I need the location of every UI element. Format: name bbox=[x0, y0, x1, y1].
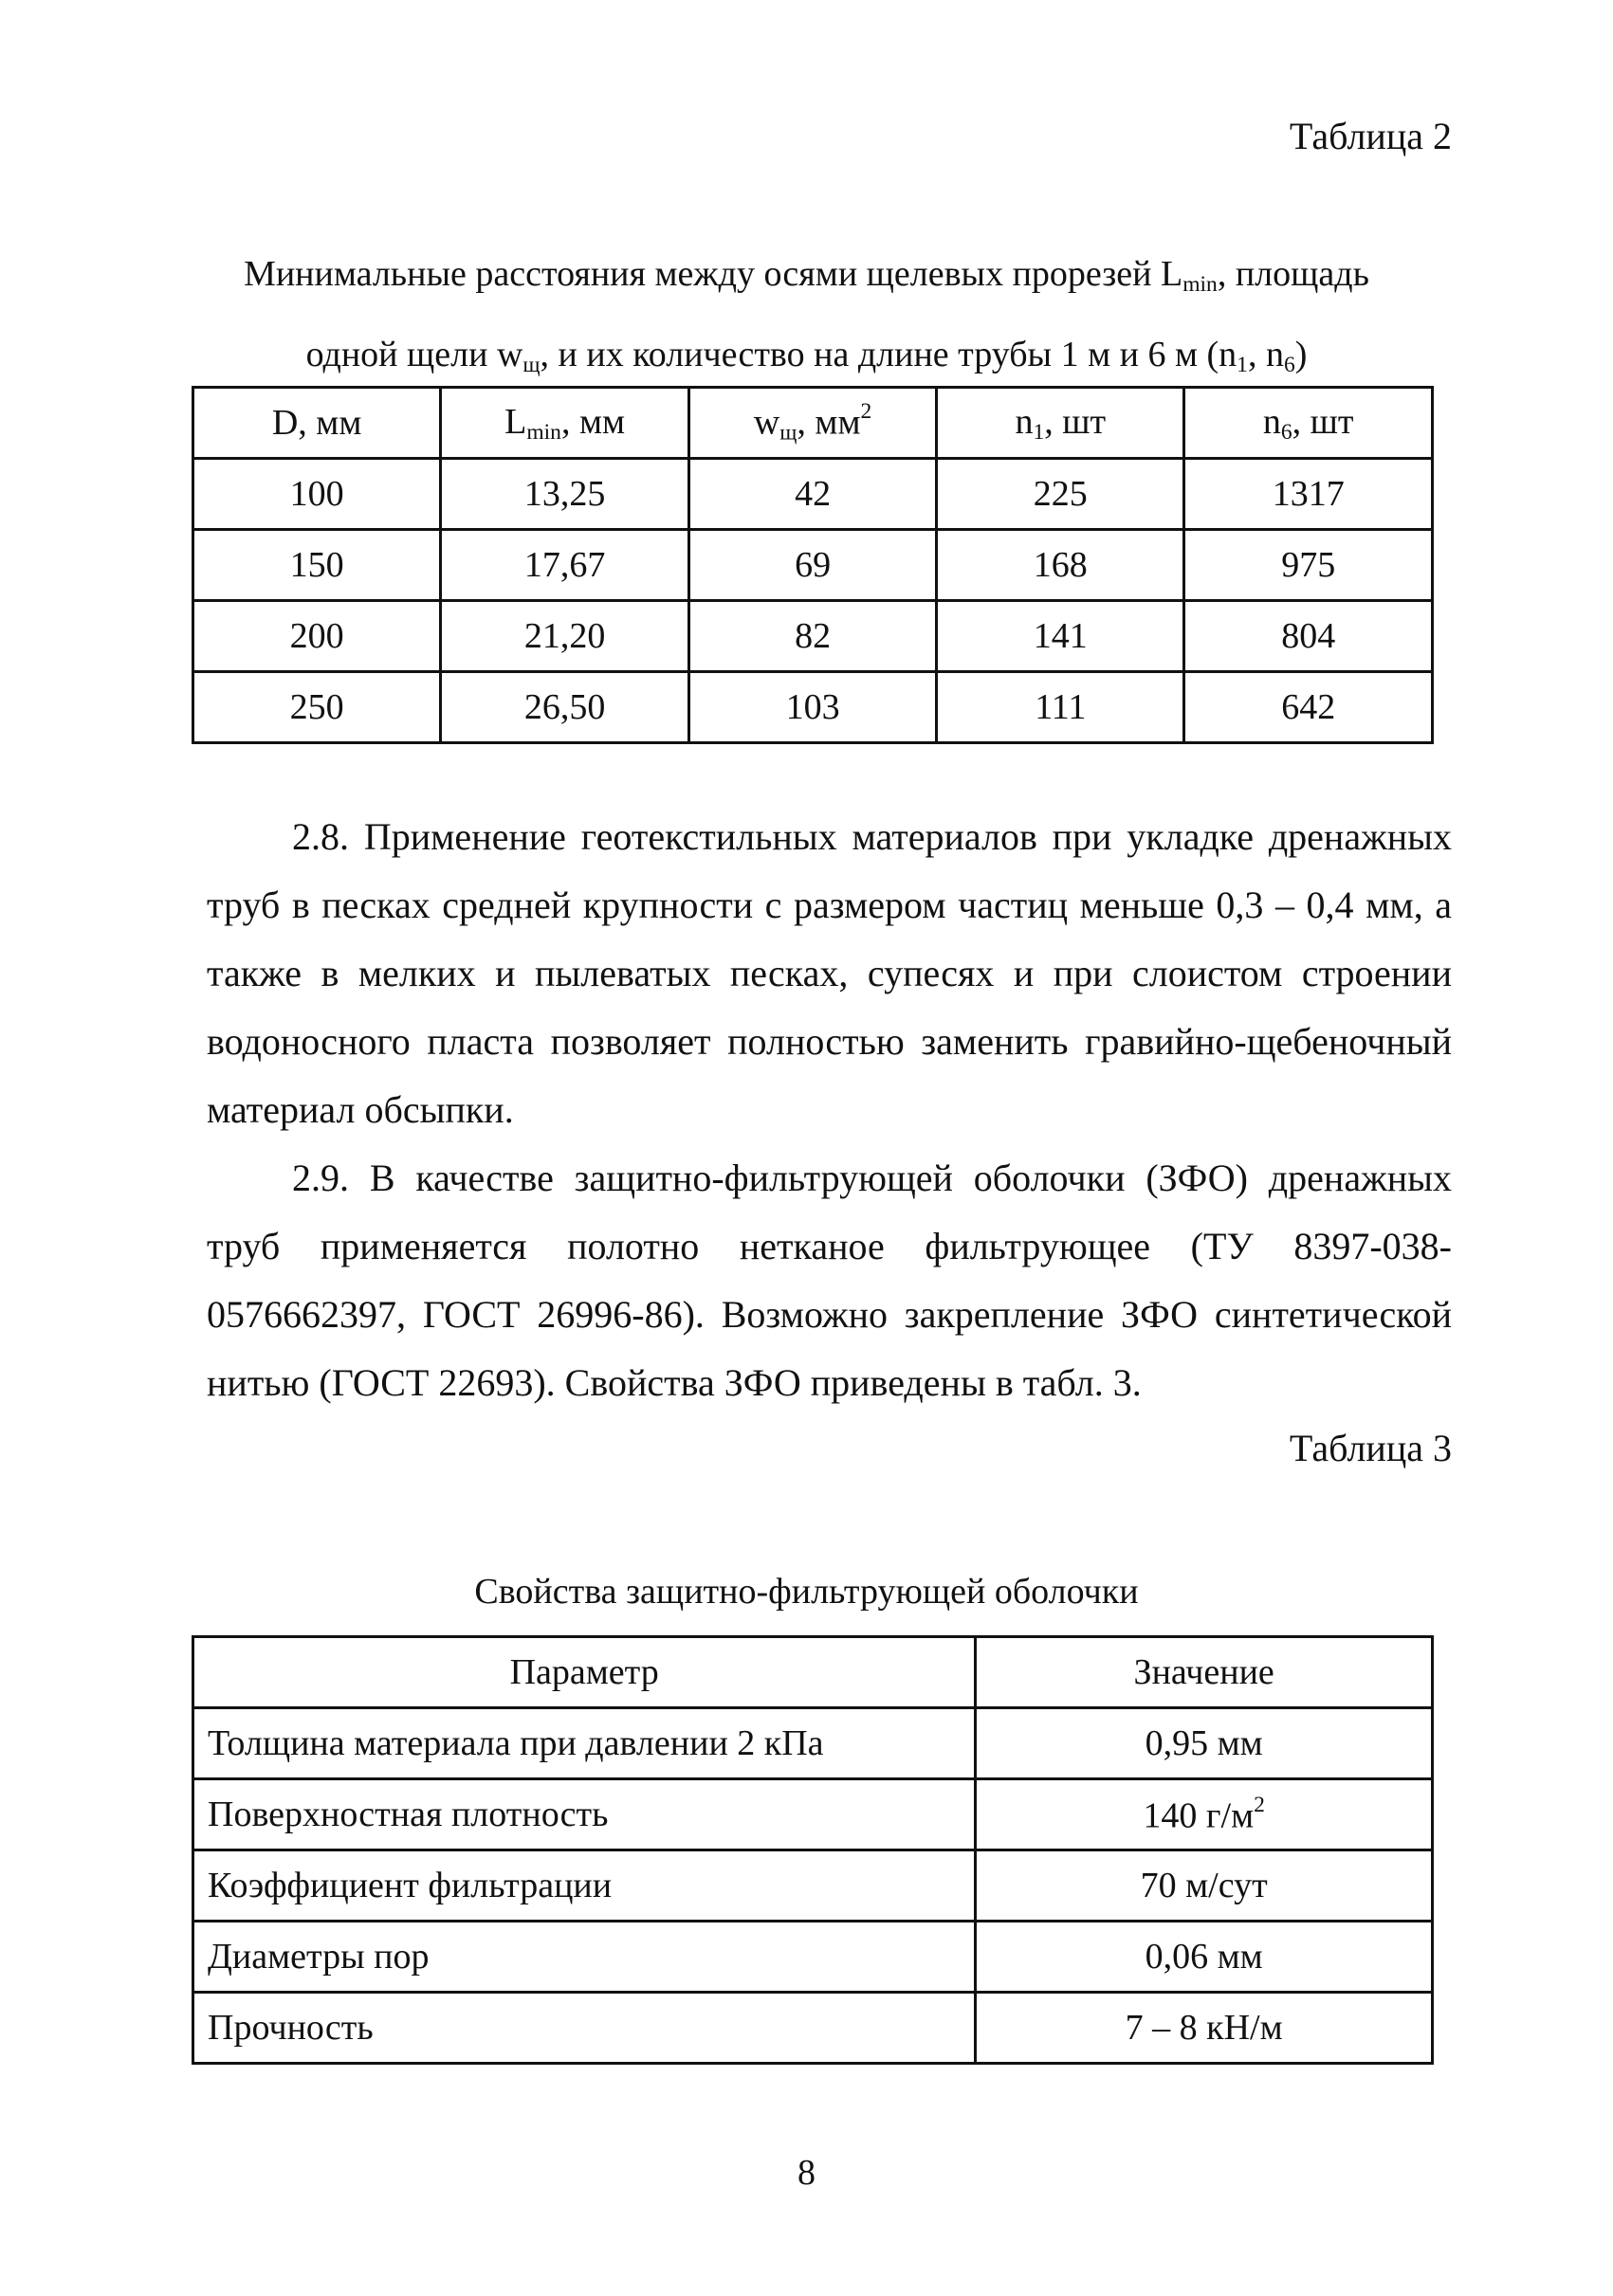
cell-slot-area: 42 bbox=[688, 459, 936, 530]
cell-n6: 642 bbox=[1184, 672, 1433, 743]
section-2-9-text: 2.9. В качестве защитно-фильтрующей оболочки (ЗФО) дренажных труб применяется полотно нетканое фильтрующее (ТУ 8397-038-0576662397, ГОСТ 26996-86). Возможно закрепление ЗФО синтетической нитью (ГОСТ 22693). Свойства ЗФО приведены в табл. 3. bbox=[207, 1157, 1452, 1404]
cell-n6: 1317 bbox=[1184, 459, 1433, 530]
cell-parameter: Толщина материала при давлении 2 кПа bbox=[193, 1708, 976, 1779]
table-row bbox=[193, 1850, 1433, 1922]
table-row bbox=[193, 1922, 1433, 1993]
table-row bbox=[193, 601, 1433, 672]
header-lmin: $L_{min}$, мм bbox=[441, 388, 689, 459]
cell-n1: 111 bbox=[937, 672, 1184, 743]
cell-n6: 804 bbox=[1184, 601, 1433, 672]
slot-spacing-table bbox=[192, 386, 1434, 744]
cell-value: 0,06 мм bbox=[976, 1922, 1433, 1993]
cell-n1: 141 bbox=[937, 601, 1184, 672]
header-diameter: D, мм bbox=[193, 388, 441, 459]
cell-n1: 168 bbox=[937, 530, 1184, 601]
table-row bbox=[193, 1993, 1433, 2064]
cell-lmin: 21,20 bbox=[441, 601, 689, 672]
cell-parameter: Коэффициент фильтрации bbox=[193, 1850, 976, 1922]
table-2-caption-line-1: Минимальные расстояния между осями щелевых прорезей $L_{min}$, площадь bbox=[244, 254, 1369, 297]
table-header-row bbox=[193, 388, 1433, 459]
cell-diameter: 200 bbox=[193, 601, 441, 672]
filter-shell-properties-table bbox=[192, 1635, 1434, 2065]
page-number: 8 bbox=[797, 2153, 816, 2193]
cell-slot-area: 103 bbox=[688, 672, 936, 743]
header-slot-area: $w_щ$, $мм^2$ bbox=[688, 388, 936, 459]
cell-value: 140 $г/м^2$ bbox=[976, 1779, 1433, 1850]
cell-parameter: Прочность bbox=[193, 1993, 976, 2064]
cell-lmin: 26,50 bbox=[441, 672, 689, 743]
cell-value: 70 м/сут bbox=[976, 1850, 1433, 1922]
cell-lmin: 13,25 bbox=[441, 459, 689, 530]
header-n6: $n_6$, шт bbox=[1184, 388, 1433, 459]
cell-parameter: Поверхностная плотность bbox=[193, 1779, 976, 1850]
table-2-caption bbox=[0, 239, 1613, 400]
table-header-row bbox=[193, 1637, 1433, 1708]
cell-lmin: 17,67 bbox=[441, 530, 689, 601]
cell-value: 7 – 8 кН/м bbox=[976, 1993, 1433, 2064]
cell-slot-area: 69 bbox=[688, 530, 936, 601]
cell-n6: 975 bbox=[1184, 530, 1433, 601]
section-2-8-text: 2.8. Применение геотекстильных материалов при укладке дренажных труб в песках средней крупности с размером частиц меньше 0,3 – 0,4 мм, а также в мелких и пылеватых песках, супесях и при слоистом строении водоносного пласта позволяет полностью заменить гравийно-щебеночный материал обсыпки. bbox=[207, 815, 1452, 1131]
header-parameter: Параметр bbox=[193, 1637, 976, 1708]
header-n1: $n_1$, шт bbox=[937, 388, 1184, 459]
table-row bbox=[193, 672, 1433, 743]
table-3-label: Таблица 3 bbox=[1289, 1427, 1452, 1469]
section-2-8-paragraph bbox=[207, 803, 1452, 1144]
cell-n1: 225 bbox=[937, 459, 1184, 530]
cell-diameter: 250 bbox=[193, 672, 441, 743]
cell-diameter: 100 bbox=[193, 459, 441, 530]
header-value: Значение bbox=[976, 1637, 1433, 1708]
section-2-9-paragraph bbox=[207, 1144, 1452, 1417]
table-row bbox=[193, 1708, 1433, 1779]
cell-value: 0,95 мм bbox=[976, 1708, 1433, 1779]
table-3-caption: Свойства защитно-фильтрующей оболочки bbox=[474, 1572, 1139, 1612]
table-row bbox=[193, 530, 1433, 601]
cell-slot-area: 82 bbox=[688, 601, 936, 672]
table-2-label: Таблица 2 bbox=[1289, 115, 1452, 157]
table-row bbox=[193, 459, 1433, 530]
table-row bbox=[193, 1779, 1433, 1850]
cell-parameter: Диаметры пор bbox=[193, 1922, 976, 1993]
table-2-caption-line-2: одной щели $w_щ$, и их количество на длине трубы 1 м и 6 м ($n_1$, $n_6$) bbox=[305, 334, 1308, 377]
cell-diameter: 150 bbox=[193, 530, 441, 601]
